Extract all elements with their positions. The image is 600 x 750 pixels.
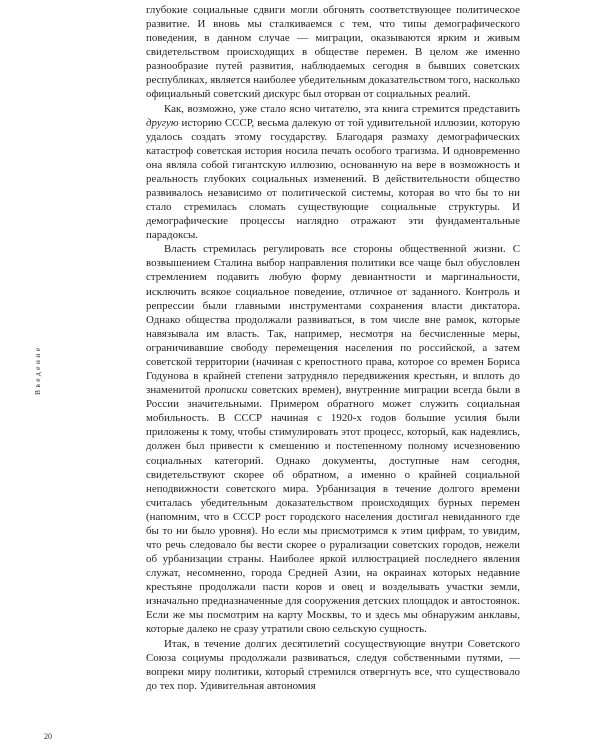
paragraph-4: Итак, в течение долгих десятилетий сосуществующие внутри Советского Союза социумы продолжали развиваться, следуя собственными путями, — вопреки миру политики, который стремился отвергнуть все, что существовало до тех пор. Удивительная автономия	[146, 637, 520, 692]
paragraph-2: Как, возможно, уже стало ясно читателю, эта книга стремится представить другую историю СССР, весьма далекую от той удивительной иллюзии, которую удалось создать этому государству. Благодаря размаху демографических катастроф советская история носила печать особого трагизма. И одновременно она являла собой гигантскую иллюзию, основанную на вере в возможность и реальность глубоких социальных изменений. В действительности общество развивалось независимо от политической системы, которая во что бы то ни стало стремилась сломать существующие социальные структуры. И демографические процессы наглядно отражают эти фундаментальные парадоксы.	[146, 102, 520, 242]
page-number: 20	[44, 732, 52, 741]
paragraph-1: глубокие социальные сдвиги могли обгонять соответствующее политическое развитие. И вновь мы сталкиваемся с тем, что типы демографического поведения, в данном случае — миграции, оказываются ярким и живым свидетельством происходящих в обществе перемен. В целом же именно разнообразие путей развития, наблюдаемых сегодня в бывших советских республиках, является наиболее убедительным доказательством того, насколько официальный советский дискурс был оторван от социальных реалий.	[146, 4, 520, 101]
running-head: Введение	[33, 345, 42, 395]
body-text	[146, 3, 520, 693]
emphasis-propiska: прописки	[204, 384, 248, 397]
emphasis-other: другую	[146, 116, 179, 129]
paragraph-3: Власть стремилась регулировать все стороны общественной жизни. С возвышением Сталина выбор направления политики все чаще был обусловлен стремлением подавить любую форму девиантности и маргинальности, исключить всякое социальное поведение, отличное от заданного. Контроль и репрессии были главными инструментами сохранения власти диктатора. Однако общества продолжали развиваться, в том числе вне рамок, которые навязывала им власть. Так, например, несмотря на бесчисленные меры, ограничивавшие свободу перемещения населения по российской, а затем советской территории (начиная с крепостного права, которое со времен Бориса Годунова в крайней степени затрудняло передвижения крестьян, и вплоть до знаменитой прописки советских времен), внутренние миграции всегда были в России значительными. Примером обратного может служить социальная мобильность. В СССР начиная с 1920-х годов большие усилия были приложены к тому, чтобы стимулировать этот процесс, который, как надеялись, должен был привести к смешению и постепенному полному исчезновению социальных категорий. Однако документы, доступные нам сегодня, свидетельствуют скорее об обратном, а именно о крайней социальной неподвижности советского мира. Урбанизация в течение долгого времени считалась убедительным доказательством происходящих бурных перемен (напомним, что в СССР рост городского населения достигал невиданного где бы то ни было уровня). Но если мы присмотримся к этим цифрам, то увидим, что речь следовало бы вести скорее о рурализации советских городов, нежели об урбанизации страны. Наиболее яркой иллюстрацией последнего явления служат, несомненно, города Средней Азии, на окраинах которых недавние крестьяне продолжали пасти коров и овец и возделывать участки земли, изначально предназначенные для сооружения детских площадок и автостоянок. Если же мы посмотрим на карту Москвы, то и здесь мы обнаружим анклавы, которые далеко не сразу утратили свою сельскую сущность.	[146, 243, 520, 636]
